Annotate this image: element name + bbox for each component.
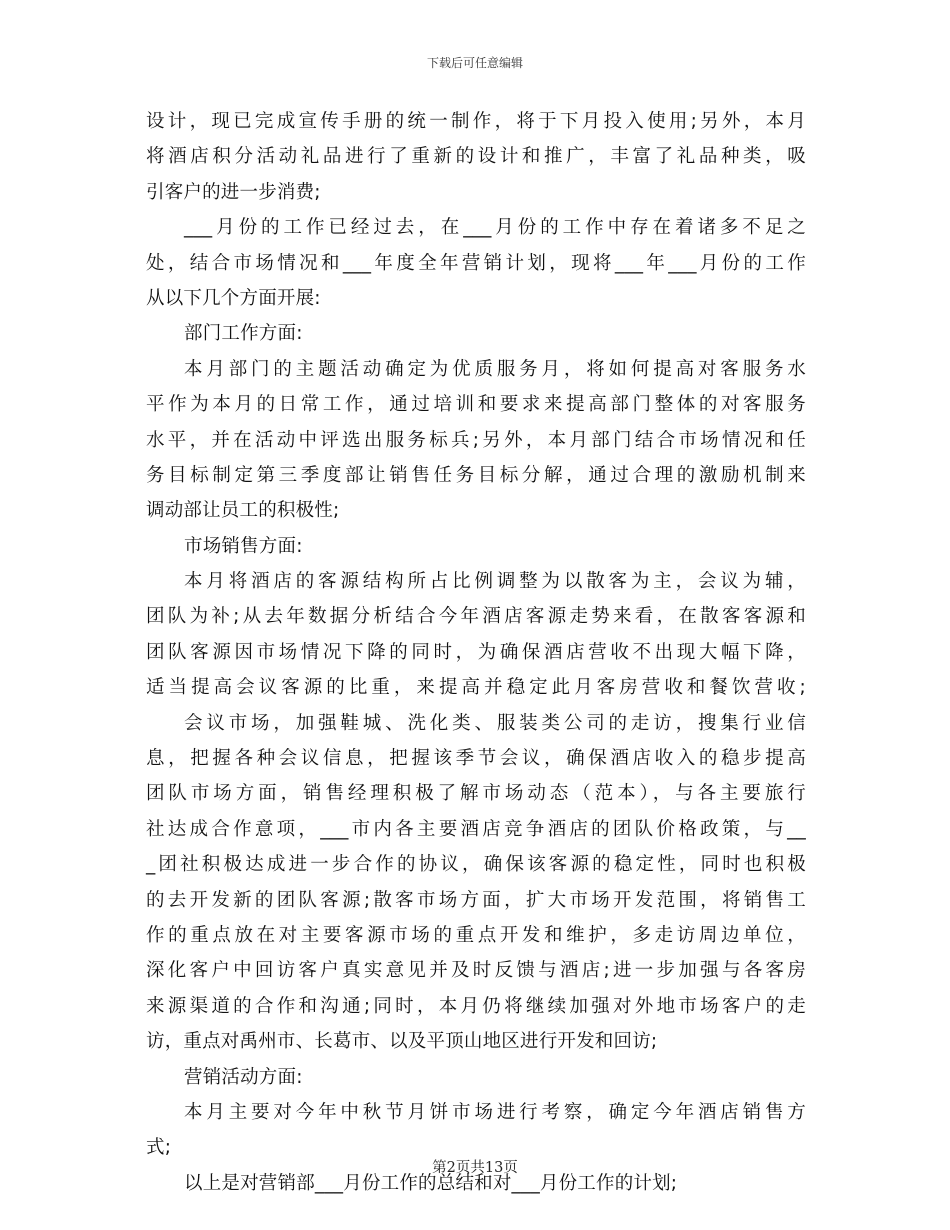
text-line: 本月将酒店的客源结构所占比例调整为以散客为主，会议为辅， xyxy=(184,571,806,593)
text-line: _团社积极达成进一步合作的协议，确保该客源的稳定性，同时也积极 xyxy=(146,854,806,876)
text-line: 平作为本月的日常工作，通过培训和要求来提高部门整体的对客服务 xyxy=(146,394,806,416)
text-line: 社达成合作意项，___市内各主要酒店竞争酒店的团队价格政策，与__ xyxy=(146,818,806,840)
text-line: 团队客源因市场情况下降的同时，为确保酒店营收不出现大幅下降， xyxy=(146,641,806,663)
text-line: 团队市场方面，销售经理积极了解市场动态（范本），与各主要旅行 xyxy=(146,783,806,805)
text-line: 以上是对营销部___月份工作的总结和对___月份工作的计划; xyxy=(184,1172,678,1194)
text-line: 会议市场，加强鞋城、洗化类、服装类公司的走访，搜集行业信 xyxy=(184,712,806,734)
text-line: 本月部门的主题活动确定为优质服务月，将如何提高对客服务水 xyxy=(184,358,806,380)
text-line: 来源渠道的合作和沟通;同时，本月仍将继续加强对外地市场客户的走 xyxy=(146,995,806,1017)
text-line: 调动部让员工的积极性; xyxy=(146,500,340,522)
section-heading: 营销活动方面: xyxy=(184,1066,303,1088)
text-line: 息，把握各种会议信息，把握该季节会议，确保酒店收入的稳步提高 xyxy=(146,748,806,770)
text-line: 作的重点放在对主要客源市场的重点开发和维护，多走访周边单位， xyxy=(146,924,806,946)
section-heading: 市场销售方面: xyxy=(184,535,303,557)
text-line: 深化客户中回访客户真实意见并及时反馈与酒店;进一步加强与各客房 xyxy=(146,960,806,982)
text-line: 式; xyxy=(146,1137,172,1159)
text-line: 引客户的进一步消费; xyxy=(146,181,321,203)
text-line: 从以下几个方面开展: xyxy=(146,287,321,309)
text-line: 设计，现已完成宣传手册的统一制作，将于下月投入使用;另外，本月 xyxy=(146,111,806,132)
text-line: 水平，并在活动中评选出服务标兵;另外，本月部门结合市场情况和任 xyxy=(146,429,806,451)
page-header: 下载后可任意编辑 xyxy=(426,56,523,70)
text-line: ___月份的工作已经过去，在___月份的工作中存在着诸多不足之 xyxy=(184,217,806,239)
section-heading: 部门工作方面: xyxy=(184,323,303,345)
page-footer: 第2页共13页 xyxy=(432,1160,518,1176)
text-line: 本月主要对今年中秋节月饼市场进行考察，确定今年酒店销售方 xyxy=(184,1101,806,1123)
text-line: 访，重点对禹州市、长葛市、以及平顶山地区进行开发和回访; xyxy=(146,1031,658,1053)
text-line: 团队为补;从去年数据分析结合今年酒店客源走势来看，在散客客源和 xyxy=(146,606,806,628)
text-line: 将酒店积分活动礼品进行了重新的设计和推广，丰富了礼品种类，吸 xyxy=(146,146,806,168)
text-line: 适当提高会议客源的比重，来提高并稳定此月客房营收和餐饮营收; xyxy=(146,677,806,699)
text-line: 的去开发新的团队客源;散客市场方面，扩大市场开发范围，将销售工 xyxy=(146,889,806,911)
document-body xyxy=(146,104,806,1201)
text-line: 处，结合市场情况和___年度全年营销计划，现将___年___月份的工作 xyxy=(146,252,806,274)
text-line: 务目标制定第三季度部让销售任务目标分解，通过合理的激励机制来 xyxy=(146,464,806,486)
